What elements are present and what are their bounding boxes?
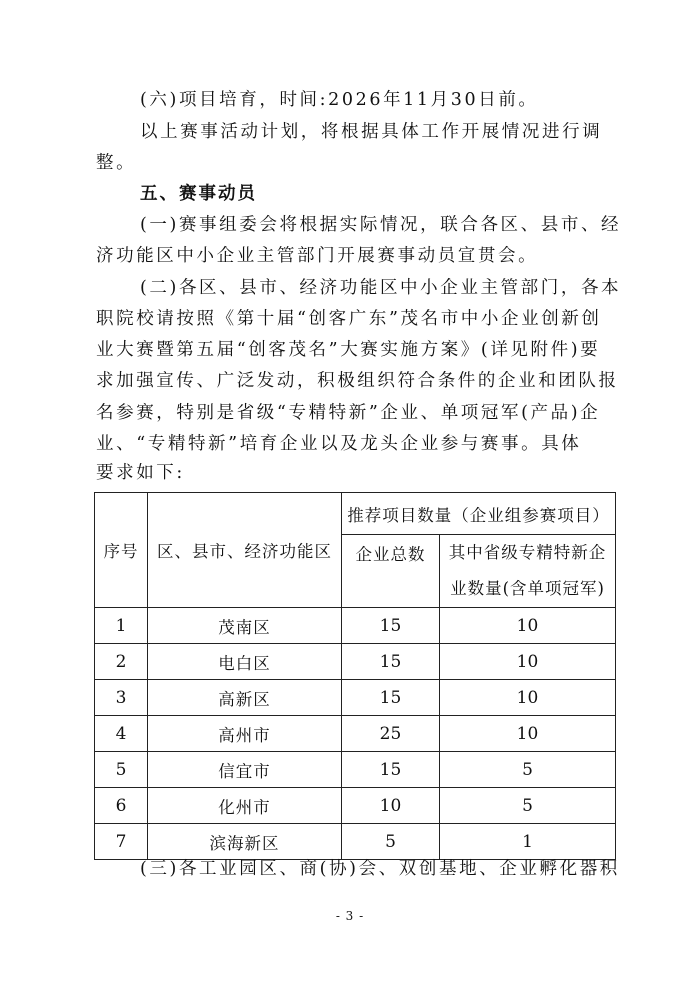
table-header-row-1 <box>95 493 616 535</box>
cell-provincial: 5 <box>440 752 616 788</box>
cell-region: 高州市 <box>148 716 342 752</box>
paragraph-5-1-line-2: 济功能区中小企业主管部门开展赛事动员宣贯会。 <box>96 246 539 266</box>
table-row <box>95 680 616 716</box>
cell-seq: 4 <box>95 716 148 752</box>
paragraph-adjust-line-1: 以上赛事活动计划，将根据具体工作开展情况进行调 <box>140 122 603 142</box>
cell-region: 高新区 <box>148 680 342 716</box>
table-row <box>95 752 616 788</box>
cell-total: 15 <box>342 752 440 788</box>
paragraph-5-1-line-1: (一)赛事组委会将根据实际情况，联合各区、县市、经 <box>140 215 622 235</box>
table-row <box>95 824 616 860</box>
paragraph-5-2-line-4: 求加强宣传、广泛发动，积极组织符合条件的企业和团队报 <box>96 371 619 391</box>
cell-total: 5 <box>342 824 440 860</box>
table-row <box>95 608 616 644</box>
table-row <box>95 788 616 824</box>
recommended-projects-table <box>94 492 616 860</box>
cell-provincial: 10 <box>440 716 616 752</box>
cell-seq: 7 <box>95 824 148 860</box>
cell-provincial: 10 <box>440 644 616 680</box>
cell-region: 电白区 <box>148 644 342 680</box>
cell-provincial: 1 <box>440 824 616 860</box>
paragraph-5-2-line-6: 业、“专精特新”培育企业以及龙头企业参与赛事。具体 <box>96 434 582 454</box>
cell-seq: 6 <box>95 788 148 824</box>
header-seq: 序号 <box>95 493 148 608</box>
header-provincial-line-2: 业数量(含单项冠军) <box>450 579 605 598</box>
cell-seq: 1 <box>95 608 148 644</box>
table-row <box>95 716 616 752</box>
paragraph-5-2-line-3: 业大赛暨第五届“创客茂名”大赛实施方案》(详见附件)要 <box>96 340 601 360</box>
cell-total: 25 <box>342 716 440 752</box>
cell-region: 茂南区 <box>148 608 342 644</box>
section-heading-mobilization: 五、赛事动员 <box>140 184 257 204</box>
paragraph-adjust-line-2: 整。 <box>96 153 137 173</box>
header-total-enterprises: 企业总数 <box>342 535 440 608</box>
paragraph-5-2-line-5: 名参赛，特别是省级“专精特新”企业、单项冠军(产品)企 <box>96 403 601 423</box>
cell-region: 滨海新区 <box>148 824 342 860</box>
header-region: 区、县市、经济功能区 <box>148 493 342 608</box>
cell-seq: 2 <box>95 644 148 680</box>
cell-provincial: 10 <box>440 608 616 644</box>
paragraph-5-2-line-2: 职院校请按照《第十届“创客广东”茂名市中小企业创新创 <box>96 309 602 329</box>
cell-region: 化州市 <box>148 788 342 824</box>
cell-provincial: 5 <box>440 788 616 824</box>
paragraph-project-cultivation: (六)项目培育，时间:2026年11月30日前。 <box>140 90 539 110</box>
cell-seq: 5 <box>95 752 148 788</box>
cell-total: 15 <box>342 680 440 716</box>
cell-total: 15 <box>342 608 440 644</box>
page-number: - 3 - <box>335 909 365 923</box>
paragraph-5-2-line-1: (二)各区、县市、经济功能区中小企业主管部门，各本 <box>140 278 622 298</box>
cell-provincial: 10 <box>440 680 616 716</box>
paragraph-5-2-line-7: 要求如下: <box>96 463 185 483</box>
cell-seq: 3 <box>95 680 148 716</box>
header-provincial-enterprises <box>440 535 616 608</box>
cell-total: 15 <box>342 644 440 680</box>
paragraph-5-3-line-1: (三)各工业园区、商(协)会、双创基地、企业孵化器积 <box>140 859 620 879</box>
table-row <box>95 644 616 680</box>
header-provincial-line-1: 其中省级专精特新企 <box>448 543 607 562</box>
cell-total: 10 <box>342 788 440 824</box>
header-recommended-group: 推荐项目数量（企业组参赛项目） <box>342 493 616 535</box>
cell-region: 信宜市 <box>148 752 342 788</box>
